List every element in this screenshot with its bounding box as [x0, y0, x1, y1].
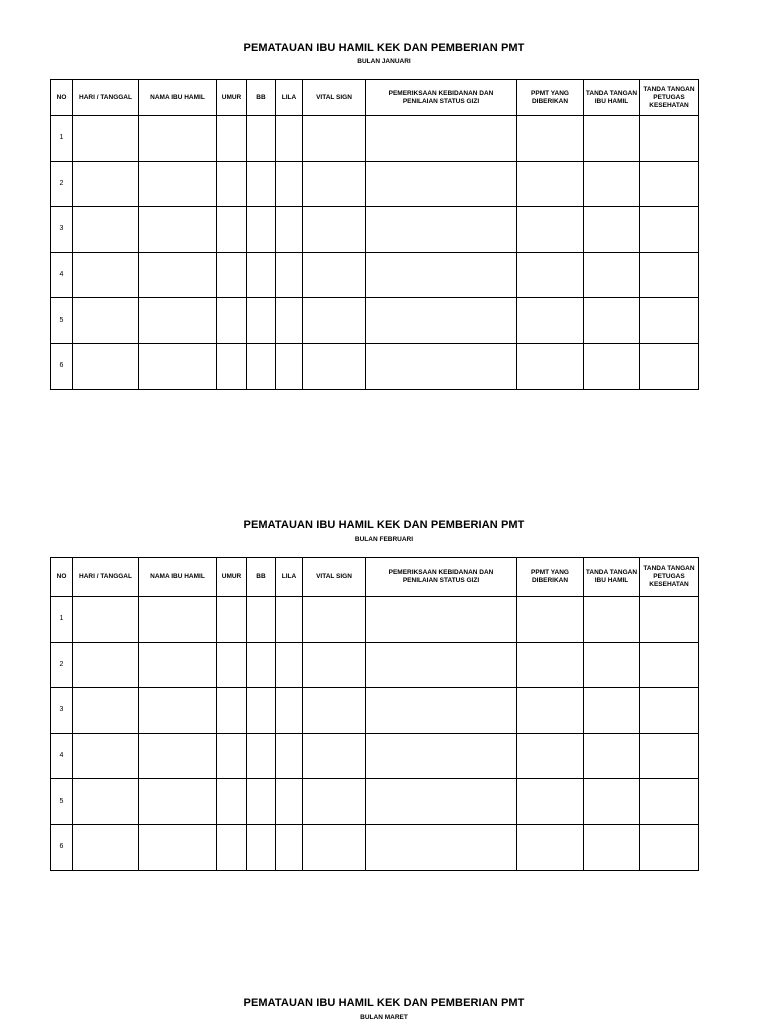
- table-row: [51, 642, 699, 688]
- entry-cell[interactable]: [584, 688, 640, 734]
- entry-cell[interactable]: [584, 779, 640, 825]
- entry-cell[interactable]: [276, 733, 303, 779]
- entry-cell[interactable]: [640, 733, 699, 779]
- entry-cell[interactable]: [139, 733, 217, 779]
- entry-cell[interactable]: [139, 642, 217, 688]
- entry-cell[interactable]: [73, 161, 139, 207]
- entry-cell[interactable]: [517, 733, 584, 779]
- table-row: [51, 161, 699, 207]
- entry-cell[interactable]: [276, 824, 303, 870]
- entry-cell[interactable]: [276, 642, 303, 688]
- entry-cell[interactable]: [217, 116, 247, 162]
- entry-cell[interactable]: [247, 642, 276, 688]
- entry-cell[interactable]: [217, 688, 247, 734]
- row-number: 2: [51, 161, 73, 207]
- table-row: [51, 597, 699, 643]
- entry-cell[interactable]: [640, 642, 699, 688]
- entry-cell[interactable]: [517, 252, 584, 298]
- entry-cell[interactable]: [584, 298, 640, 344]
- entry-cell[interactable]: [276, 252, 303, 298]
- entry-cell[interactable]: [366, 252, 517, 298]
- header-row: [51, 80, 699, 116]
- section-subtitle: BULAN JANUARI: [357, 58, 411, 65]
- column-header: TANDA TANGAN PETUGAS KESEHATAN: [640, 80, 699, 116]
- monitoring-table: [50, 79, 699, 390]
- table-row: [51, 779, 699, 825]
- entry-cell[interactable]: [247, 161, 276, 207]
- entry-cell[interactable]: [73, 642, 139, 688]
- entry-cell[interactable]: [303, 116, 366, 162]
- entry-cell[interactable]: [517, 207, 584, 253]
- entry-cell[interactable]: [303, 252, 366, 298]
- entry-cell[interactable]: [276, 343, 303, 389]
- table-row: [51, 298, 699, 344]
- entry-cell[interactable]: [247, 207, 276, 253]
- column-header: NAMA IBU HAMIL: [139, 80, 217, 116]
- entry-cell[interactable]: [366, 161, 517, 207]
- entry-cell[interactable]: [303, 161, 366, 207]
- row-number: 3: [51, 688, 73, 734]
- entry-cell[interactable]: [139, 298, 217, 344]
- row-number: 5: [51, 298, 73, 344]
- entry-cell[interactable]: [366, 298, 517, 344]
- entry-cell[interactable]: [640, 343, 699, 389]
- entry-cell[interactable]: [517, 688, 584, 734]
- header-row: [51, 558, 699, 597]
- entry-cell[interactable]: [276, 597, 303, 643]
- entry-cell[interactable]: [303, 824, 366, 870]
- entry-cell[interactable]: [247, 116, 276, 162]
- entry-cell[interactable]: [517, 642, 584, 688]
- entry-cell[interactable]: [247, 252, 276, 298]
- row-number: 4: [51, 252, 73, 298]
- column-header: LILA: [276, 80, 303, 116]
- entry-cell[interactable]: [73, 688, 139, 734]
- entry-cell[interactable]: [366, 733, 517, 779]
- entry-cell[interactable]: [217, 252, 247, 298]
- entry-cell[interactable]: [73, 207, 139, 253]
- entry-cell[interactable]: [366, 688, 517, 734]
- column-header: LILA: [276, 558, 303, 597]
- entry-cell[interactable]: [640, 161, 699, 207]
- row-number: 3: [51, 207, 73, 253]
- entry-cell[interactable]: [139, 597, 217, 643]
- column-header: BB: [247, 558, 276, 597]
- entry-cell[interactable]: [217, 824, 247, 870]
- entry-cell[interactable]: [217, 642, 247, 688]
- column-header: VITAL SIGN: [303, 558, 366, 597]
- entry-cell[interactable]: [247, 298, 276, 344]
- column-header: TANDA TANGAN IBU HAMIL: [584, 80, 640, 116]
- entry-cell[interactable]: [640, 779, 699, 825]
- entry-cell[interactable]: [366, 116, 517, 162]
- entry-cell[interactable]: [276, 688, 303, 734]
- entry-cell[interactable]: [366, 824, 517, 870]
- entry-cell[interactable]: [303, 688, 366, 734]
- monitoring-table: [50, 557, 699, 871]
- entry-cell[interactable]: [276, 779, 303, 825]
- column-header: HARI / TANGGAL: [73, 80, 139, 116]
- entry-cell[interactable]: [517, 298, 584, 344]
- row-number: 6: [51, 343, 73, 389]
- entry-cell[interactable]: [584, 642, 640, 688]
- entry-cell[interactable]: [139, 688, 217, 734]
- column-header: PEMERIKSAAN KEBIDANAN DAN PENILAIAN STATUS GIZI: [366, 80, 517, 116]
- entry-cell[interactable]: [139, 779, 217, 825]
- entry-cell[interactable]: [247, 688, 276, 734]
- entry-cell[interactable]: [247, 824, 276, 870]
- row-number: 1: [51, 597, 73, 643]
- entry-cell[interactable]: [303, 298, 366, 344]
- entry-cell[interactable]: [584, 252, 640, 298]
- entry-cell[interactable]: [303, 733, 366, 779]
- entry-cell[interactable]: [217, 207, 247, 253]
- column-header: VITAL SIGN: [303, 80, 366, 116]
- entry-cell[interactable]: [247, 779, 276, 825]
- entry-cell[interactable]: [139, 824, 217, 870]
- column-header: UMUR: [217, 558, 247, 597]
- entry-cell[interactable]: [73, 116, 139, 162]
- entry-cell[interactable]: [247, 733, 276, 779]
- section-subtitle: BULAN MARET: [360, 1014, 408, 1021]
- entry-cell[interactable]: [303, 343, 366, 389]
- entry-cell[interactable]: [366, 343, 517, 389]
- row-number: 6: [51, 824, 73, 870]
- entry-cell[interactable]: [73, 779, 139, 825]
- row-number: 1: [51, 116, 73, 162]
- entry-cell[interactable]: [584, 733, 640, 779]
- table-row: [51, 733, 699, 779]
- table-row: [51, 688, 699, 734]
- entry-cell[interactable]: [139, 343, 217, 389]
- entry-cell[interactable]: [517, 343, 584, 389]
- entry-cell[interactable]: [584, 161, 640, 207]
- entry-cell[interactable]: [303, 642, 366, 688]
- entry-cell[interactable]: [517, 597, 584, 643]
- entry-cell[interactable]: [640, 824, 699, 870]
- entry-cell[interactable]: [584, 116, 640, 162]
- entry-cell[interactable]: [640, 298, 699, 344]
- entry-cell[interactable]: [217, 343, 247, 389]
- entry-cell[interactable]: [303, 597, 366, 643]
- table-row: [51, 207, 699, 253]
- entry-cell[interactable]: [73, 252, 139, 298]
- entry-cell[interactable]: [139, 252, 217, 298]
- entry-cell[interactable]: [366, 779, 517, 825]
- section-title: PEMATAUAN IBU HAMIL KEK DAN PEMBERIAN PMT: [243, 42, 525, 54]
- entry-cell[interactable]: [73, 298, 139, 344]
- entry-cell[interactable]: [276, 161, 303, 207]
- entry-cell[interactable]: [517, 779, 584, 825]
- entry-cell[interactable]: [640, 116, 699, 162]
- entry-cell[interactable]: [366, 597, 517, 643]
- entry-cell[interactable]: [303, 779, 366, 825]
- section-subtitle: BULAN FEBRUARI: [354, 536, 414, 543]
- column-header: NAMA IBU HAMIL: [139, 558, 217, 597]
- row-number: 2: [51, 642, 73, 688]
- entry-cell[interactable]: [276, 298, 303, 344]
- entry-cell[interactable]: [517, 116, 584, 162]
- entry-cell[interactable]: [366, 642, 517, 688]
- entry-cell[interactable]: [517, 161, 584, 207]
- entry-cell[interactable]: [73, 597, 139, 643]
- entry-cell[interactable]: [217, 779, 247, 825]
- table-row: [51, 252, 699, 298]
- column-header: TANDA TANGAN IBU HAMIL: [584, 558, 640, 597]
- entry-cell[interactable]: [640, 688, 699, 734]
- table-row: [51, 343, 699, 389]
- entry-cell[interactable]: [303, 207, 366, 253]
- column-header: BB: [247, 80, 276, 116]
- entry-cell[interactable]: [139, 207, 217, 253]
- entry-cell[interactable]: [640, 252, 699, 298]
- entry-cell[interactable]: [73, 824, 139, 870]
- column-header: UMUR: [217, 80, 247, 116]
- section-title: PEMATAUAN IBU HAMIL KEK DAN PEMBERIAN PMT: [243, 997, 525, 1009]
- column-header: TANDA TANGAN PETUGAS KESEHATAN: [640, 558, 699, 597]
- column-header: NO: [51, 80, 73, 116]
- entry-cell[interactable]: [517, 824, 584, 870]
- entry-cell[interactable]: [584, 343, 640, 389]
- column-header: HARI / TANGGAL: [73, 558, 139, 597]
- table-row: [51, 116, 699, 162]
- entry-cell[interactable]: [217, 161, 247, 207]
- entry-cell[interactable]: [276, 116, 303, 162]
- row-number: 4: [51, 733, 73, 779]
- entry-cell[interactable]: [584, 824, 640, 870]
- section-title: PEMATAUAN IBU HAMIL KEK DAN PEMBERIAN PMT: [243, 519, 525, 531]
- entry-cell[interactable]: [217, 298, 247, 344]
- entry-cell[interactable]: [366, 207, 517, 253]
- entry-cell[interactable]: [139, 161, 217, 207]
- entry-cell[interactable]: [247, 343, 276, 389]
- entry-cell[interactable]: [276, 207, 303, 253]
- entry-cell[interactable]: [584, 207, 640, 253]
- column-header: NO: [51, 558, 73, 597]
- entry-cell[interactable]: [73, 343, 139, 389]
- entry-cell[interactable]: [139, 116, 217, 162]
- column-header: PEMERIKSAAN KEBIDANAN DAN PENILAIAN STATUS GIZI: [366, 558, 517, 597]
- entry-cell[interactable]: [247, 597, 276, 643]
- entry-cell[interactable]: [217, 597, 247, 643]
- entry-cell[interactable]: [73, 733, 139, 779]
- entry-cell[interactable]: [640, 207, 699, 253]
- entry-cell[interactable]: [640, 597, 699, 643]
- column-header: PPMT YANG DIBERIKAN: [517, 558, 584, 597]
- row-number: 5: [51, 779, 73, 825]
- column-header: PPMT YANG DIBERIKAN: [517, 80, 584, 116]
- entry-cell[interactable]: [217, 733, 247, 779]
- entry-cell[interactable]: [584, 597, 640, 643]
- table-row: [51, 824, 699, 870]
